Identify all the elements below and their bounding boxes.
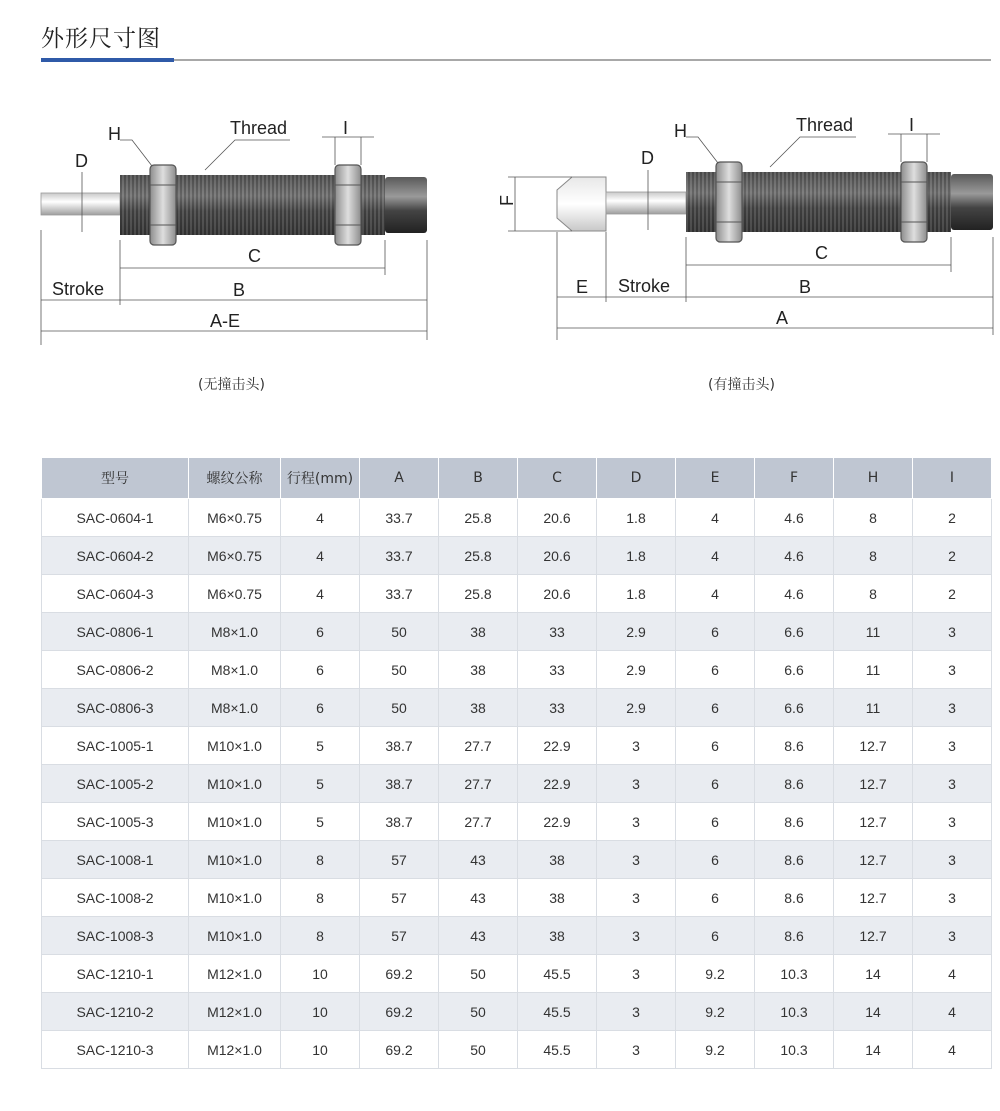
table-cell: M8×1.0 (189, 613, 281, 651)
table-cell: 3 (597, 803, 676, 841)
title-accent-bar (41, 58, 174, 62)
table-row (42, 651, 992, 689)
table-cell: 38.7 (360, 765, 439, 803)
table-cell: 12.7 (834, 765, 913, 803)
table-cell: 6 (676, 651, 755, 689)
table-cell: 43 (439, 917, 518, 955)
table-cell: 3 (913, 765, 992, 803)
table-cell: 8 (281, 879, 360, 917)
table-cell: 11 (834, 613, 913, 651)
right-label-c: C (815, 243, 828, 263)
table-cell: M8×1.0 (189, 651, 281, 689)
table-cell: 2.9 (597, 613, 676, 651)
table-cell: 6.6 (755, 613, 834, 651)
table-cell: 38 (439, 689, 518, 727)
table-cell: 50 (360, 689, 439, 727)
table-cell: 6 (676, 727, 755, 765)
table-cell: 12.7 (834, 803, 913, 841)
table-row (42, 765, 992, 803)
table-cell: 38 (518, 917, 597, 955)
left-label-c: C (248, 246, 261, 266)
table-cell: 4 (281, 575, 360, 613)
left-figure-caption: (无撞击头) (198, 377, 265, 393)
column-header: F (755, 458, 834, 499)
table-cell: M6×0.75 (189, 537, 281, 575)
column-header: H (834, 458, 913, 499)
table-row (42, 879, 992, 917)
table-cell: 6 (676, 613, 755, 651)
table-cell: 6.6 (755, 689, 834, 727)
table-cell: 4.6 (755, 575, 834, 613)
table-cell: 38 (518, 841, 597, 879)
left-end-cap (385, 177, 427, 233)
table-cell: 33 (518, 689, 597, 727)
right-label-e: E (576, 277, 589, 297)
table-cell: 3 (597, 917, 676, 955)
table-row (42, 537, 992, 575)
table-cell: 2.9 (597, 651, 676, 689)
table-cell: 3 (597, 765, 676, 803)
table-cell: 4 (676, 499, 755, 537)
page-title: 外形尺寸图 (41, 26, 161, 52)
left-label-a-minus-e: A-E (210, 311, 241, 331)
table-body (42, 499, 992, 1069)
table-cell: 8.6 (755, 841, 834, 879)
table-cell: 6 (676, 803, 755, 841)
table-cell: 1.8 (597, 537, 676, 575)
table-cell: 3 (913, 651, 992, 689)
table-cell: 45.5 (518, 993, 597, 1031)
table-cell: 3 (597, 879, 676, 917)
table-cell: 57 (360, 879, 439, 917)
table-cell: 27.7 (439, 765, 518, 803)
table-cell: SAC-1005-2 (42, 765, 189, 803)
table-cell: 1.8 (597, 575, 676, 613)
table-cell: M10×1.0 (189, 727, 281, 765)
table-cell: 33 (518, 613, 597, 651)
table-row (42, 727, 992, 765)
table-cell: 6 (281, 613, 360, 651)
right-label-i: I (909, 115, 915, 135)
table-cell: SAC-1008-2 (42, 879, 189, 917)
table-cell: M10×1.0 (189, 879, 281, 917)
table-cell: 4 (281, 537, 360, 575)
table-cell: 14 (834, 1031, 913, 1069)
table-cell: 12.7 (834, 727, 913, 765)
table-row (42, 841, 992, 879)
table-cell: M10×1.0 (189, 803, 281, 841)
table-cell: 8 (834, 575, 913, 613)
table-cell: 33.7 (360, 537, 439, 575)
table-cell: 33 (518, 651, 597, 689)
table-cell: 8 (281, 841, 360, 879)
table-cell: 14 (834, 993, 913, 1031)
table-row (42, 499, 992, 537)
table-cell: M6×0.75 (189, 499, 281, 537)
table-cell: 9.2 (676, 993, 755, 1031)
dimension-drawings (0, 80, 1000, 370)
table-cell: SAC-0806-3 (42, 689, 189, 727)
table-cell: SAC-0604-2 (42, 537, 189, 575)
column-header: E (676, 458, 755, 499)
table-row (42, 1031, 992, 1069)
table-cell: 20.6 (518, 575, 597, 613)
right-label-d: D (641, 148, 654, 168)
table-cell: 4 (281, 499, 360, 537)
table-cell: 6 (676, 765, 755, 803)
table-cell: 2.9 (597, 689, 676, 727)
table-row (42, 993, 992, 1031)
table-cell: 4 (913, 955, 992, 993)
table-cell: 8 (834, 537, 913, 575)
table-cell: M8×1.0 (189, 689, 281, 727)
column-header: 型号 (42, 458, 189, 499)
table-cell: 3 (913, 727, 992, 765)
table-cell: 11 (834, 651, 913, 689)
table-cell: 45.5 (518, 1031, 597, 1069)
table-cell: 38.7 (360, 803, 439, 841)
table-cell: 5 (281, 727, 360, 765)
table-cell: 25.8 (439, 537, 518, 575)
table-header-row (42, 458, 992, 499)
left-rod (41, 193, 120, 215)
table-cell: 22.9 (518, 765, 597, 803)
table-cell: 50 (439, 1031, 518, 1069)
table-cell: 6 (676, 841, 755, 879)
left-label-b: B (233, 280, 246, 300)
table-cell: 12.7 (834, 879, 913, 917)
table-cell: 10.3 (755, 993, 834, 1031)
table-cell: 12.7 (834, 917, 913, 955)
table-cell: 3 (597, 841, 676, 879)
table-cell: 38 (439, 651, 518, 689)
table-cell: 10.3 (755, 955, 834, 993)
table-cell: SAC-0604-3 (42, 575, 189, 613)
table-cell: 9.2 (676, 1031, 755, 1069)
table-cell: 6 (676, 917, 755, 955)
right-striker-cap (557, 177, 606, 231)
table-cell: 3 (597, 955, 676, 993)
table-cell: 43 (439, 841, 518, 879)
left-label-d: D (75, 151, 88, 171)
table-cell: 27.7 (439, 727, 518, 765)
table-cell: M6×0.75 (189, 575, 281, 613)
table-cell: 1.8 (597, 499, 676, 537)
left-label-i: I (343, 118, 349, 138)
table-cell: 8.6 (755, 727, 834, 765)
table-row (42, 575, 992, 613)
table-cell: 3 (913, 803, 992, 841)
table-cell: SAC-1210-2 (42, 993, 189, 1031)
table-cell: 50 (360, 651, 439, 689)
table-cell: 8.6 (755, 879, 834, 917)
table-cell: 10 (281, 993, 360, 1031)
table-cell: SAC-0806-1 (42, 613, 189, 651)
table-cell: 6.6 (755, 651, 834, 689)
left-label-thread: Thread (230, 118, 288, 138)
right-shock-absorber-figure (497, 115, 993, 340)
table-cell: 4.6 (755, 537, 834, 575)
table-cell: 3 (913, 841, 992, 879)
left-nut-rear (335, 165, 361, 245)
table-cell: 8.6 (755, 803, 834, 841)
table-cell: 12.7 (834, 841, 913, 879)
table-cell: 38 (439, 613, 518, 651)
column-header: D (597, 458, 676, 499)
table-cell: 25.8 (439, 499, 518, 537)
table-cell: 33.7 (360, 575, 439, 613)
table-cell: 6 (281, 689, 360, 727)
table-cell: 69.2 (360, 993, 439, 1031)
table-cell: 69.2 (360, 1031, 439, 1069)
right-label-f: F (497, 195, 517, 206)
right-label-h: H (674, 121, 687, 141)
table-cell: 43 (439, 879, 518, 917)
table-cell: M10×1.0 (189, 765, 281, 803)
table-row (42, 917, 992, 955)
table-cell: 57 (360, 841, 439, 879)
left-shock-absorber-figure (41, 118, 427, 345)
table-cell: 8.6 (755, 765, 834, 803)
table-cell: 4 (676, 537, 755, 575)
table-cell: 22.9 (518, 727, 597, 765)
table-cell: 5 (281, 765, 360, 803)
table-cell: 3 (913, 917, 992, 955)
table-cell: SAC-1005-1 (42, 727, 189, 765)
table-cell: 4 (913, 1031, 992, 1069)
table-cell: 45.5 (518, 955, 597, 993)
column-header: 螺纹公称 (189, 458, 281, 499)
table-cell: 6 (281, 651, 360, 689)
right-label-stroke: Stroke (618, 276, 671, 296)
table-cell: 3 (597, 727, 676, 765)
table-cell: 10.3 (755, 1031, 834, 1069)
table-row (42, 613, 992, 651)
title-divider (41, 59, 991, 61)
column-header: 行程(mm) (281, 458, 360, 499)
table-cell: 38.7 (360, 727, 439, 765)
table-cell: SAC-0806-2 (42, 651, 189, 689)
table-row (42, 955, 992, 993)
table-cell: SAC-0604-1 (42, 499, 189, 537)
table-cell: M10×1.0 (189, 841, 281, 879)
table-cell: 10 (281, 1031, 360, 1069)
table-cell: M10×1.0 (189, 917, 281, 955)
column-header: I (913, 458, 992, 499)
table-cell: 22.9 (518, 803, 597, 841)
table-cell: 20.6 (518, 499, 597, 537)
table-cell: 25.8 (439, 575, 518, 613)
table-cell: 3 (597, 993, 676, 1031)
table-cell: 6 (676, 689, 755, 727)
table-cell: M12×1.0 (189, 993, 281, 1031)
table-cell: 4.6 (755, 499, 834, 537)
table-cell: SAC-1005-3 (42, 803, 189, 841)
table-row (42, 689, 992, 727)
table-cell: 3 (913, 689, 992, 727)
table-cell: SAC-1210-1 (42, 955, 189, 993)
table-cell: 38 (518, 879, 597, 917)
left-label-stroke: Stroke (52, 279, 105, 299)
table-cell: 3 (913, 879, 992, 917)
spec-table (41, 457, 992, 1069)
table-cell: 8 (281, 917, 360, 955)
table-cell: SAC-1210-3 (42, 1031, 189, 1069)
table-cell: 11 (834, 689, 913, 727)
column-header: C (518, 458, 597, 499)
table-cell: 3 (913, 613, 992, 651)
right-label-b: B (799, 277, 812, 297)
table-cell: 10 (281, 955, 360, 993)
right-label-a: A (776, 308, 789, 328)
column-header: A (360, 458, 439, 499)
right-end-cap (951, 174, 993, 230)
table-cell: 33.7 (360, 499, 439, 537)
right-label-thread: Thread (796, 115, 854, 135)
table-cell: 5 (281, 803, 360, 841)
table-cell: 50 (360, 613, 439, 651)
table-cell: 20.6 (518, 537, 597, 575)
left-nut-front (150, 165, 176, 245)
table-cell: 2 (913, 537, 992, 575)
table-cell: SAC-1008-3 (42, 917, 189, 955)
table-cell: 14 (834, 955, 913, 993)
table-cell: 57 (360, 917, 439, 955)
right-figure-caption: (有撞击头) (708, 377, 775, 393)
table-cell: 4 (676, 575, 755, 613)
right-rod (606, 192, 686, 214)
table-row (42, 803, 992, 841)
right-nut-rear (901, 162, 927, 242)
table-cell: 50 (439, 993, 518, 1031)
table-cell: 2 (913, 499, 992, 537)
table-cell: 69.2 (360, 955, 439, 993)
column-header: B (439, 458, 518, 499)
right-nut-front (716, 162, 742, 242)
table-cell: 4 (913, 993, 992, 1031)
left-label-h: H (108, 124, 121, 144)
table-cell: 8 (834, 499, 913, 537)
table-cell: 9.2 (676, 955, 755, 993)
table-cell: SAC-1008-1 (42, 841, 189, 879)
table-cell: 27.7 (439, 803, 518, 841)
table-cell: M12×1.0 (189, 955, 281, 993)
table-cell: 50 (439, 955, 518, 993)
table-cell: M12×1.0 (189, 1031, 281, 1069)
table-cell: 8.6 (755, 917, 834, 955)
table-cell: 2 (913, 575, 992, 613)
table-cell: 3 (597, 1031, 676, 1069)
table-cell: 6 (676, 879, 755, 917)
